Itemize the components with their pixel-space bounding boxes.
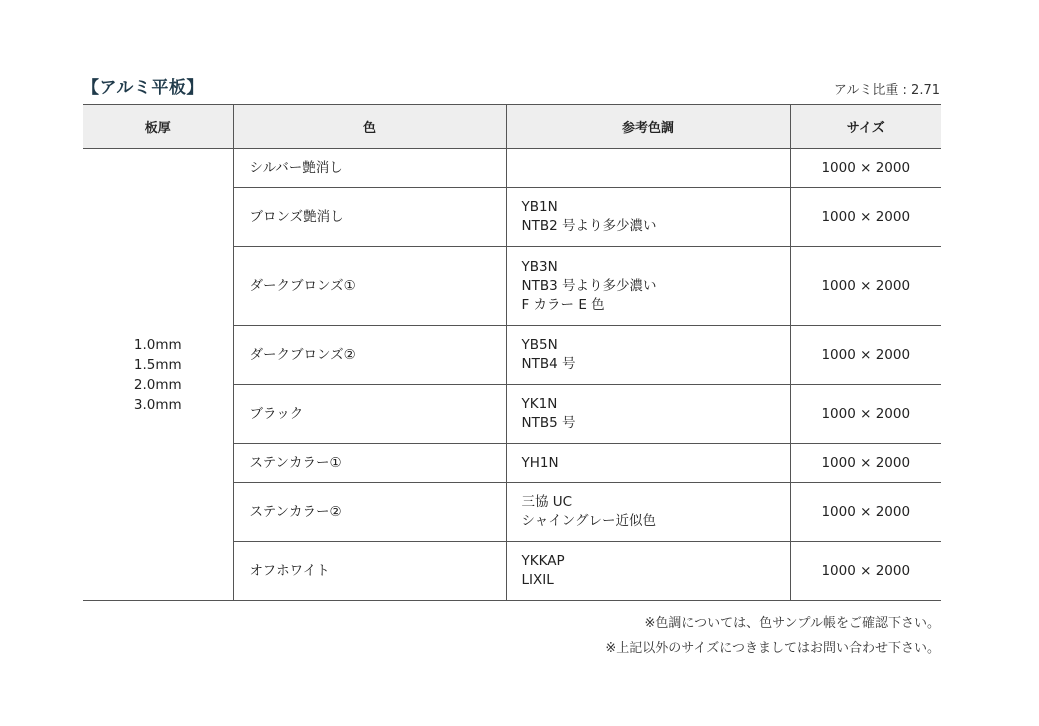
thickness-cell bbox=[83, 149, 233, 601]
size-cell: 1000 × 2000 bbox=[790, 385, 941, 444]
reference-tone-cell bbox=[506, 247, 790, 326]
header-thickness: 板厚 bbox=[83, 105, 233, 149]
color-name-cell: ステンカラー② bbox=[233, 483, 506, 542]
spec-table-body bbox=[83, 149, 941, 601]
reference-tone-cell bbox=[506, 326, 790, 385]
note-color-sample: ※色調については、色サンプル帳をご確認下さい。 bbox=[644, 616, 940, 631]
thickness-value: 3.0mm bbox=[133, 396, 182, 413]
note-size-inquiry: ※上記以外のサイズにつきましてはお問い合わせ下さい。 bbox=[605, 641, 940, 656]
size-cell: 1000 × 2000 bbox=[790, 247, 941, 326]
reference-tone-line: NTB2 号より多少濃い bbox=[521, 218, 657, 234]
color-name-cell: オフホワイト bbox=[233, 542, 506, 601]
reference-tone-line: YB5N bbox=[521, 337, 558, 353]
color-name-cell: シルバー艶消し bbox=[233, 149, 506, 188]
header-color: 色 bbox=[233, 105, 506, 149]
reference-tone-line: NTB3 号より多少濃い bbox=[521, 277, 657, 294]
table-row bbox=[83, 149, 941, 188]
reference-tone-line: YH1N bbox=[521, 454, 559, 471]
reference-tone-line: NTB5 号 bbox=[521, 415, 576, 431]
color-name-cell: ステンカラー① bbox=[233, 444, 506, 483]
reference-tone-line: LIXIL bbox=[521, 572, 554, 588]
header-row bbox=[83, 105, 941, 149]
reference-tone-line: YK1N bbox=[521, 396, 558, 412]
size-cell: 1000 × 2000 bbox=[790, 326, 941, 385]
reference-tone-cell bbox=[506, 542, 790, 601]
reference-tone-line: NTB4 号 bbox=[521, 356, 576, 372]
color-name-cell: ダークブロンズ① bbox=[233, 247, 506, 326]
color-name-cell: ダークブロンズ② bbox=[233, 326, 506, 385]
reference-tone-line: 三協 UC bbox=[521, 494, 573, 510]
reference-tone-cell bbox=[506, 385, 790, 444]
size-cell: 1000 × 2000 bbox=[790, 188, 941, 247]
header-size: サイズ bbox=[790, 105, 941, 149]
specific-gravity: アルミ比重 : 2.71 bbox=[833, 83, 940, 98]
reference-tone-line: YB3N bbox=[521, 258, 558, 275]
thickness-value: 2.0mm bbox=[133, 376, 182, 393]
color-name-cell: ブラック bbox=[233, 385, 506, 444]
size-cell: 1000 × 2000 bbox=[790, 483, 941, 542]
reference-tone-line: F カラー E 色 bbox=[521, 296, 605, 313]
reference-tone-line: YB1N bbox=[521, 199, 558, 215]
section-title: 【アルミ平板】 bbox=[82, 78, 204, 98]
reference-tone-line: シャイングレー近似色 bbox=[521, 513, 656, 529]
reference-tone-cell bbox=[506, 483, 790, 542]
reference-tone-cell bbox=[506, 188, 790, 247]
size-cell: 1000 × 2000 bbox=[790, 149, 941, 188]
spec-table bbox=[83, 104, 941, 601]
size-cell: 1000 × 2000 bbox=[790, 444, 941, 483]
header-reference-tone: 参考色調 bbox=[506, 105, 790, 149]
reference-tone-cell bbox=[506, 149, 790, 188]
size-cell: 1000 × 2000 bbox=[790, 542, 941, 601]
reference-tone-line: YKKAP bbox=[521, 553, 565, 569]
thickness-value: 1.0mm bbox=[133, 336, 182, 353]
reference-tone-cell bbox=[506, 444, 790, 483]
color-name-cell: ブロンズ艶消し bbox=[233, 188, 506, 247]
thickness-value: 1.5mm bbox=[133, 356, 182, 373]
